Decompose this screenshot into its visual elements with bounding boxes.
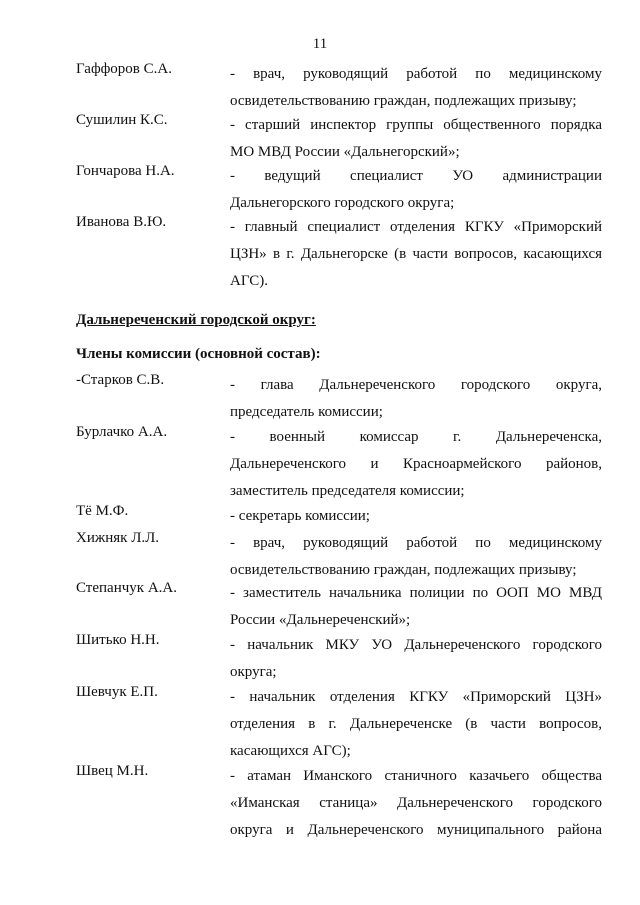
subsection-title: Члены комиссии (основной состав): [76, 346, 321, 362]
member-name: Шевчук Е.П. [76, 684, 158, 700]
member-name: Иванова В.Ю. [76, 214, 167, 230]
role-line: округа; [230, 664, 277, 680]
member-role [230, 580, 602, 634]
member-role [230, 503, 602, 530]
role-line: - заместитель начальника полиции по ООП МО МВД [230, 585, 602, 601]
role-line: освидетельствованию граждан, подлежащих призыву; [230, 93, 577, 109]
page-number: 11 [312, 36, 328, 52]
member-role [230, 163, 602, 217]
role-line: АГС). [230, 273, 269, 289]
member-name: Бурлачко А.А. [76, 424, 168, 440]
member-name: Швец М.Н. [76, 763, 149, 779]
role-line: - начальник отделения КГКУ «Приморский ЦЗН» [230, 689, 602, 705]
role-line: отделения в г. Дальнереченске (в части вопросов, [230, 716, 602, 732]
role-line: - врач, руководящий работой по медицинскому [230, 535, 602, 551]
member-name: Тё М.Ф. [76, 503, 129, 519]
member-name: -Старков С.В. [76, 372, 165, 388]
role-line: МО МВД России «Дальнегорский»; [230, 144, 460, 160]
role-line: касающихся АГС); [230, 743, 351, 759]
role-line: - секретарь комиссии; [230, 508, 370, 524]
role-line: председатель комиссии; [230, 404, 383, 420]
role-line: - врач, руководящий работой по медицинскому [230, 66, 602, 82]
role-line: ЦЗН» в г. Дальнегорске (в части вопросов, касающихся [230, 246, 602, 262]
role-line: - старший инспектор группы общественного порядка [230, 117, 602, 133]
role-line: заместитель председателя комиссии; [230, 483, 465, 499]
role-line: округа и Дальнереченского муниципального района [230, 822, 602, 838]
member-name: Сушилин К.С. [76, 112, 168, 128]
role-line: Дальнереченского и Красноармейского районов, [230, 456, 602, 472]
section-title: Дальнереченский городской округ: [76, 312, 316, 328]
member-name: Шитько Н.Н. [76, 632, 160, 648]
member-role [230, 684, 602, 765]
member-name: Хижняк Л.Л. [76, 530, 160, 546]
role-line: - ведущий специалист УО администрации [230, 168, 602, 184]
member-role [230, 61, 602, 115]
member-role [230, 112, 602, 166]
role-line: - глава Дальнереченского городского округа, [230, 377, 602, 393]
member-role [230, 372, 602, 426]
role-line: России «Дальнереченский»; [230, 612, 411, 628]
role-line: «Иманская станица» Дальнереченского городского [230, 795, 602, 811]
member-role [230, 632, 602, 686]
role-line: - военный комиссар г. Дальнереченска, [230, 429, 602, 445]
member-role [230, 214, 602, 295]
role-line: освидетельствованию граждан, подлежащих призыву; [230, 562, 577, 578]
role-line: - главный специалист отделения КГКУ «Приморский [230, 219, 602, 235]
role-line: - атаман Иманского станичного казачьего общества [230, 768, 602, 784]
member-role [230, 763, 602, 844]
member-role [230, 424, 602, 505]
member-name: Гаффоров С.А. [76, 61, 172, 77]
member-role [230, 530, 602, 584]
member-name: Гончарова Н.А. [76, 163, 175, 179]
member-name: Степанчук А.А. [76, 580, 177, 596]
role-line: Дальнегорского городского округа; [230, 195, 455, 211]
role-line: - начальник МКУ УО Дальнереченского городского [230, 637, 602, 653]
